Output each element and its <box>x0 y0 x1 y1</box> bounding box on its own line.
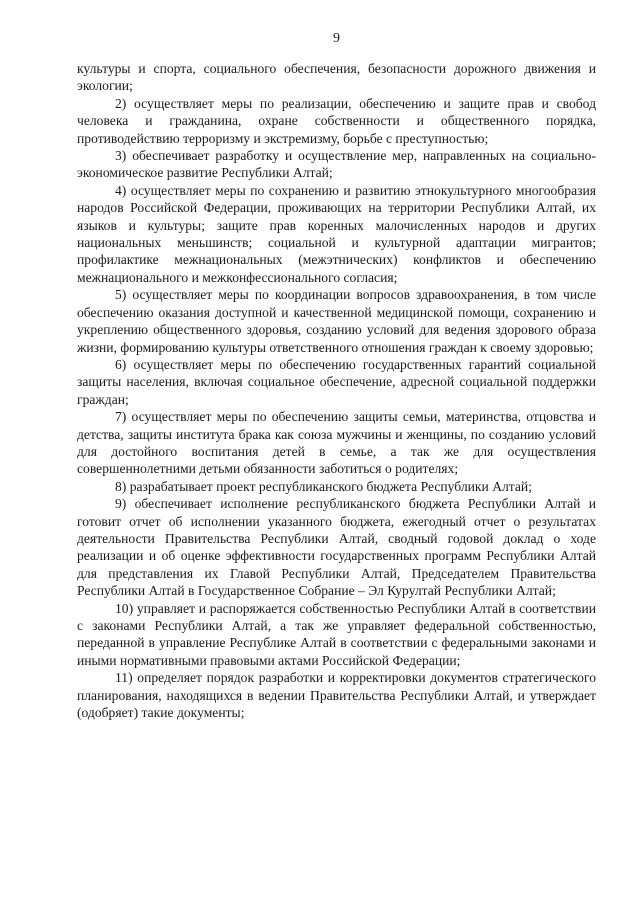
paragraph-item-9: 9) обеспечивает исполнение республиканского бюджета Республики Алтай и готовит отчет об исполнении указанного бюджета, ежегодный отчет о результатах деятельности Правительства Республики Алтай, сводный годовой доклад о ходе реализации и об оценке эффективности государственных программ Республики Алтай для представления их Главой Республики Алтай, Председателем Правительства Республики Алтай в Государственное Собрание – Эл Курултай Республики Алтай; <box>77 496 596 599</box>
paragraph-item-4: 4) осуществляет меры по сохранению и развитию этнокультурного многообразия народов Российской Федерации, проживающих на территории Республики Алтай, их языков и культуры; защите прав коренных малочисленных народов и других национальных меньшинств; социальной и культурной адаптации мигрантов; профилактике межнациональных (межэтнических) конфликтов и обеспечению межнационального и межконфессионального согласия; <box>77 182 596 285</box>
paragraph-continuation: культуры и спорта, социального обеспечения, безопасности дорожного движения и экологии; <box>77 61 596 94</box>
paragraph-item-5: 5) осуществляет меры по координации вопросов здравоохранения, в том числе обеспечению оказания доступной и качественной медицинской помощи, сохранению и укреплению общественного здоровья, созданию условий для ведения здорового образа жизни, формированию культуры ответственного отношения граждан к своему здоровью; <box>77 287 596 355</box>
page-number: 9 <box>333 31 340 46</box>
paragraph-item-2: 2) осуществляет меры по реализации, обеспечению и защите прав и свобод человека и гражданина, охране собственности и общественного порядка, противодействию терроризму и экстремизму, борьбе с преступностью; <box>77 95 596 146</box>
paragraph-item-8: 8) разрабатывает проект республиканского бюджета Республики Алтай; <box>115 478 532 494</box>
paragraph-item-6: 6) осуществляет меры по обеспечению государственных гарантий социальной защиты населения, включая социальное обеспечение, адресной социальной поддержки граждан; <box>77 356 596 407</box>
paragraph-item-7: 7) осуществляет меры по обеспечению защиты семьи, материнства, отцовства и детства, защиты института брака как союза мужчины и женщины, по созданию условий для достойного воспитания детей в семье, а так же для осуществления совершеннолетними детьми обязанности заботиться о родителях; <box>77 409 596 477</box>
document-page <box>77 30 596 721</box>
paragraph-item-3: 3) обеспечивает разработку и осуществление мер, направленных на социально-экономическое развитие Республики Алтай; <box>77 148 596 181</box>
paragraph-item-10: 10) управляет и распоряжается собственностью Республики Алтай в соответствии с законами Республики Алтай, а так же управляет федеральной собственностью, переданной в управление Республике Алтай в соответствии с федеральными законами и иными нормативными правовыми актами Российской Федерации; <box>77 600 596 668</box>
paragraph-item-11: 11) определяет порядок разработки и корректировки документов стратегического планирования, находящихся в ведении Правительства Республики Алтай, и утверждает (одобряет) такие документы; <box>77 670 596 721</box>
